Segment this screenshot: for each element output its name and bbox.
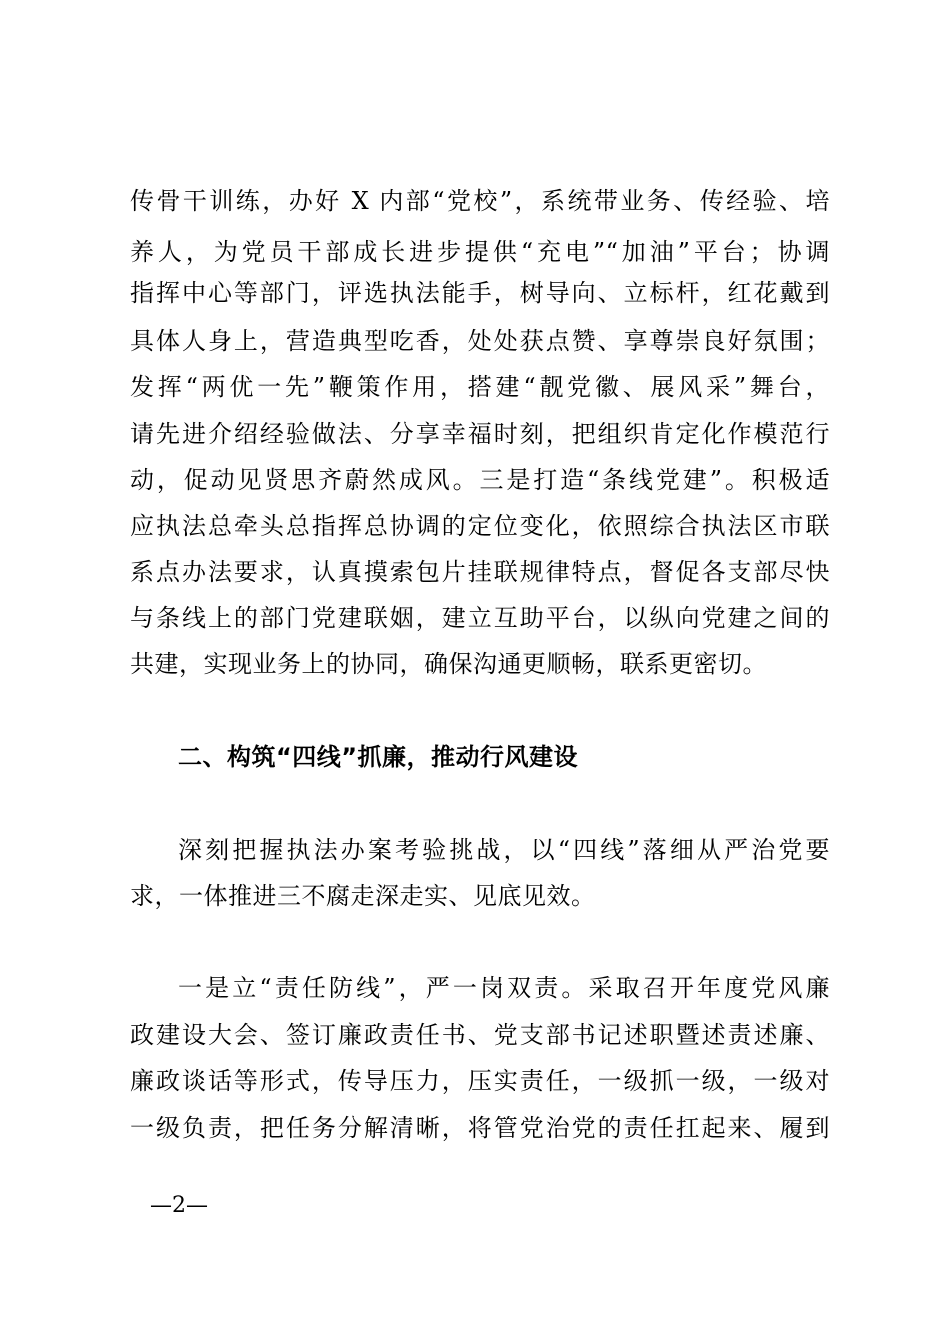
text-line: 一级负责，把任务分解清晰，将管党治党的责任扛起来、履到	[130, 1114, 830, 1142]
text-line: 系点办法要求，认真摸索包片挂联规律特点，督促各支部尽快	[130, 558, 830, 586]
page-number: —2—	[150, 1193, 208, 1218]
text-line: 求，一体推进三不腐走深走实、见底见效。	[130, 882, 596, 910]
section-heading: 二、构筑“四线”抓廉，推动行风建设	[178, 743, 579, 771]
text-line: 一是立“责任防线”，严一岗双责。采取召开年度党风廉	[178, 974, 830, 1002]
text-line: 政建设大会、签订廉政责任书、党支部书记述职暨述责述廉、	[130, 1021, 830, 1049]
text-line: 具体人身上，营造典型吃香，处处获点赞、享尊崇良好氛围；	[130, 327, 830, 355]
text-line: 传骨干训练，办好 X 内部“党校”，系统带业务、传经验、培	[130, 187, 830, 215]
text-line: 共建，实现业务上的协同，确保沟通更顺畅，联系更密切。	[130, 650, 767, 678]
text-line: 深刻把握执法办案考验挑战，以“四线”落细从严治党要	[178, 836, 830, 864]
text-line: 发挥“两优一先”鞭策作用，搭建“靓党徽、展风采”舞台，	[130, 373, 830, 401]
text-line: 廉政谈话等形式，传导压力，压实责任，一级抓一级，一级对	[130, 1067, 830, 1095]
text-line: 应执法总牵头总指挥总协调的定位变化，依照综合执法区市联	[130, 512, 830, 540]
text-line: 与条线上的部门党建联姻，建立互助平台，以纵向党建之间的	[130, 604, 830, 632]
text-line: 请先进介绍经验做法、分享幸福时刻，把组织肯定化作模范行	[130, 420, 830, 448]
text-line: 指挥中心等部门，评选执法能手，树导向、立标杆，红花戴到	[130, 279, 830, 307]
text-line: 动，促动见贤思齐蔚然成风。三是打造“条线党建”。积极适	[130, 466, 830, 494]
text-line: 养人，为党员干部成长进步提供“充电”“加油”平台；协调	[130, 238, 830, 266]
